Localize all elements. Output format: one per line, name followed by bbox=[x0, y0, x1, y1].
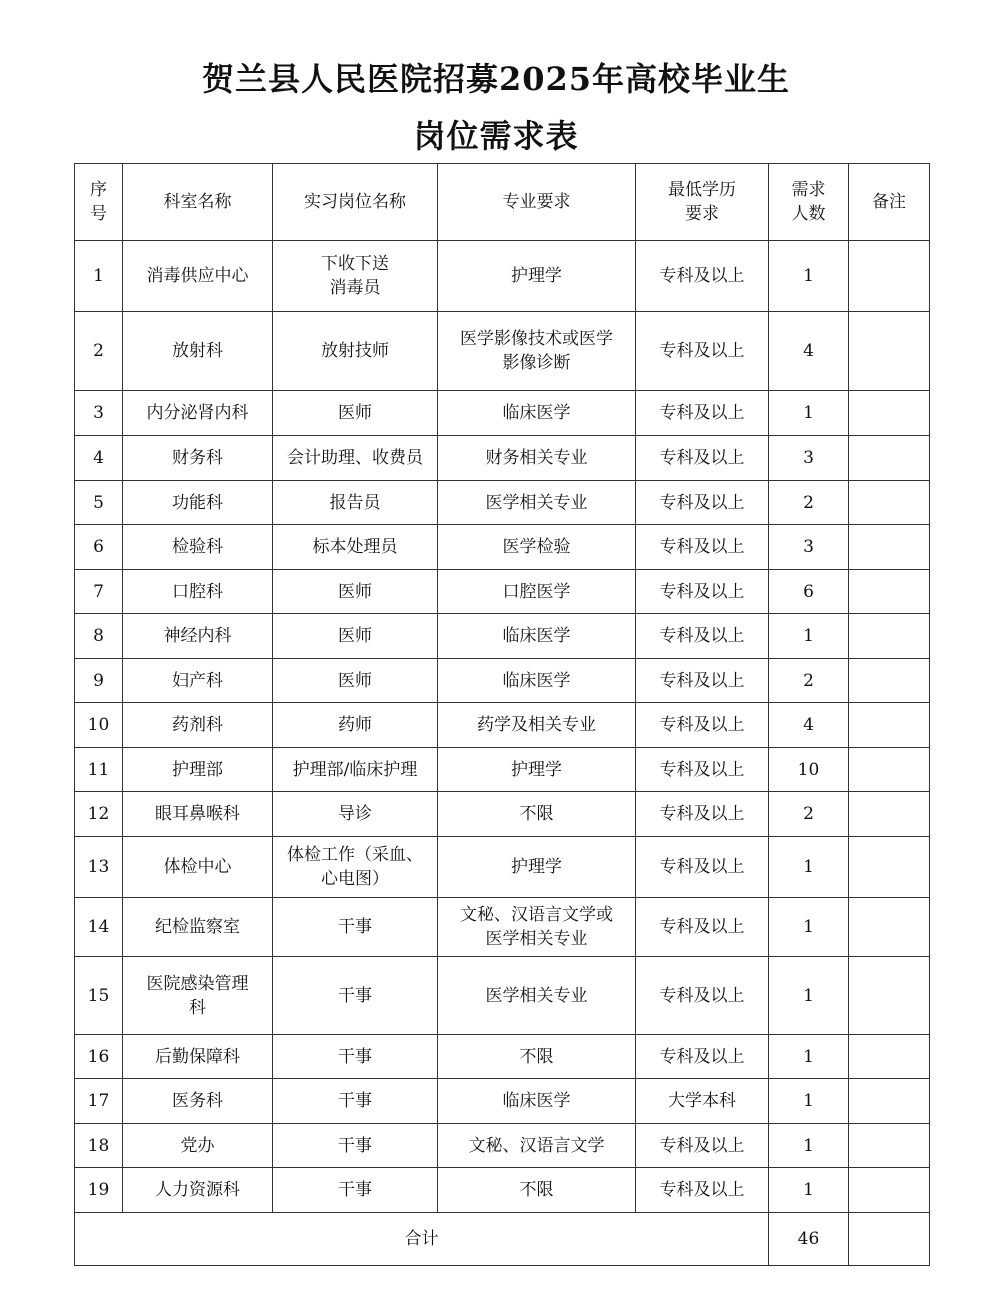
table-row bbox=[75, 837, 930, 898]
cell-major: 药学及相关专业 bbox=[438, 703, 636, 748]
cell-count: 6 bbox=[769, 570, 849, 614]
cell-count: 1 bbox=[769, 837, 849, 898]
cell-count: 2 bbox=[769, 792, 849, 837]
document-title: 贺兰县人民医院招募2025年高校毕业生 bbox=[201, 60, 791, 98]
cell-position: 护理部/临床护理 bbox=[273, 748, 438, 792]
cell-dept: 财务科 bbox=[123, 436, 273, 481]
table-row bbox=[75, 481, 930, 525]
table-row bbox=[75, 1168, 930, 1213]
cell-count: 4 bbox=[769, 703, 849, 748]
cell-count: 1 bbox=[769, 1168, 849, 1213]
header-position: 实习岗位名称 bbox=[273, 164, 438, 241]
cell-edu: 专科及以上 bbox=[636, 792, 769, 837]
cell-count: 1 bbox=[769, 391, 849, 436]
cell-count: 3 bbox=[769, 436, 849, 481]
cell-position: 报告员 bbox=[273, 481, 438, 525]
table-row bbox=[75, 391, 930, 436]
cell-note bbox=[849, 898, 930, 957]
cell-dept: 人力资源科 bbox=[123, 1168, 273, 1213]
cell-no: 2 bbox=[75, 312, 123, 391]
cell-count: 2 bbox=[769, 481, 849, 525]
cell-note bbox=[849, 659, 930, 703]
cell-major: 医学相关专业 bbox=[438, 957, 636, 1035]
cell-major: 文秘、汉语言文学或 医学相关专业 bbox=[438, 898, 636, 957]
cell-edu: 专科及以上 bbox=[636, 837, 769, 898]
cell-major: 口腔医学 bbox=[438, 570, 636, 614]
cell-dept: 纪检监察室 bbox=[123, 898, 273, 957]
header-dept: 科室名称 bbox=[123, 164, 273, 241]
document-subtitle: 岗位需求表 bbox=[413, 117, 579, 155]
cell-count: 3 bbox=[769, 525, 849, 570]
cell-position: 干事 bbox=[273, 1079, 438, 1124]
cell-position: 干事 bbox=[273, 1035, 438, 1079]
cell-no: 16 bbox=[75, 1035, 123, 1079]
cell-position: 医师 bbox=[273, 614, 438, 659]
cell-edu: 专科及以上 bbox=[636, 312, 769, 391]
cell-position: 药师 bbox=[273, 703, 438, 748]
cell-no: 8 bbox=[75, 614, 123, 659]
cell-count: 1 bbox=[769, 614, 849, 659]
cell-note bbox=[849, 312, 930, 391]
table-row bbox=[75, 614, 930, 659]
table-row bbox=[75, 792, 930, 837]
cell-no: 12 bbox=[75, 792, 123, 837]
cell-count: 1 bbox=[769, 241, 849, 312]
table-row bbox=[75, 957, 930, 1035]
table-row bbox=[75, 898, 930, 957]
cell-note bbox=[849, 241, 930, 312]
cell-note bbox=[849, 614, 930, 659]
cell-no: 10 bbox=[75, 703, 123, 748]
total-row bbox=[75, 1213, 930, 1266]
table-row bbox=[75, 312, 930, 391]
cell-major: 不限 bbox=[438, 1035, 636, 1079]
table-row bbox=[75, 1079, 930, 1124]
header-note: 备注 bbox=[849, 164, 930, 241]
cell-position: 干事 bbox=[273, 957, 438, 1035]
cell-no: 14 bbox=[75, 898, 123, 957]
table-row bbox=[75, 703, 930, 748]
table-row bbox=[75, 525, 930, 570]
cell-edu: 专科及以上 bbox=[636, 481, 769, 525]
cell-major: 医学影像技术或医学 影像诊断 bbox=[438, 312, 636, 391]
cell-dept: 眼耳鼻喉科 bbox=[123, 792, 273, 837]
table-row bbox=[75, 436, 930, 481]
cell-count: 1 bbox=[769, 957, 849, 1035]
cell-edu: 专科及以上 bbox=[636, 525, 769, 570]
cell-count: 4 bbox=[769, 312, 849, 391]
cell-major: 医学相关专业 bbox=[438, 481, 636, 525]
table-row bbox=[75, 1124, 930, 1168]
cell-position: 干事 bbox=[273, 898, 438, 957]
cell-major: 临床医学 bbox=[438, 1079, 636, 1124]
cell-dept: 口腔科 bbox=[123, 570, 273, 614]
table-row bbox=[75, 241, 930, 312]
cell-position: 下收下送 消毒员 bbox=[273, 241, 438, 312]
cell-no: 11 bbox=[75, 748, 123, 792]
cell-major: 护理学 bbox=[438, 748, 636, 792]
cell-dept: 神经内科 bbox=[123, 614, 273, 659]
cell-major: 护理学 bbox=[438, 241, 636, 312]
table-header-row bbox=[75, 164, 930, 241]
cell-major: 财务相关专业 bbox=[438, 436, 636, 481]
total-label: 合计 bbox=[75, 1213, 769, 1266]
cell-edu: 专科及以上 bbox=[636, 1035, 769, 1079]
cell-note bbox=[849, 391, 930, 436]
cell-edu: 专科及以上 bbox=[636, 703, 769, 748]
cell-dept: 消毒供应中心 bbox=[123, 241, 273, 312]
table-row bbox=[75, 659, 930, 703]
cell-edu: 专科及以上 bbox=[636, 659, 769, 703]
cell-edu: 专科及以上 bbox=[636, 1168, 769, 1213]
cell-dept: 党办 bbox=[123, 1124, 273, 1168]
cell-dept: 后勤保障科 bbox=[123, 1035, 273, 1079]
cell-note bbox=[849, 703, 930, 748]
cell-edu: 专科及以上 bbox=[636, 614, 769, 659]
cell-no: 6 bbox=[75, 525, 123, 570]
table-row bbox=[75, 748, 930, 792]
cell-position: 干事 bbox=[273, 1168, 438, 1213]
cell-edu: 专科及以上 bbox=[636, 570, 769, 614]
cell-no: 15 bbox=[75, 957, 123, 1035]
cell-dept: 内分泌肾内科 bbox=[123, 391, 273, 436]
cell-dept: 医务科 bbox=[123, 1079, 273, 1124]
cell-note bbox=[849, 570, 930, 614]
position-demand-table bbox=[74, 163, 930, 1266]
cell-note bbox=[849, 792, 930, 837]
cell-count: 1 bbox=[769, 1079, 849, 1124]
cell-position: 医师 bbox=[273, 659, 438, 703]
cell-note bbox=[849, 1168, 930, 1213]
cell-edu: 专科及以上 bbox=[636, 241, 769, 312]
cell-major: 临床医学 bbox=[438, 659, 636, 703]
cell-note bbox=[849, 748, 930, 792]
cell-major: 不限 bbox=[438, 792, 636, 837]
cell-major: 护理学 bbox=[438, 837, 636, 898]
cell-position: 医师 bbox=[273, 570, 438, 614]
cell-major: 临床医学 bbox=[438, 391, 636, 436]
cell-position: 干事 bbox=[273, 1124, 438, 1168]
cell-count: 2 bbox=[769, 659, 849, 703]
total-count: 46 bbox=[769, 1213, 849, 1266]
cell-note bbox=[849, 481, 930, 525]
cell-count: 10 bbox=[769, 748, 849, 792]
cell-edu: 专科及以上 bbox=[636, 748, 769, 792]
cell-major: 不限 bbox=[438, 1168, 636, 1213]
cell-count: 1 bbox=[769, 1035, 849, 1079]
cell-no: 18 bbox=[75, 1124, 123, 1168]
cell-position: 标本处理员 bbox=[273, 525, 438, 570]
cell-no: 9 bbox=[75, 659, 123, 703]
cell-note bbox=[849, 1124, 930, 1168]
cell-edu: 专科及以上 bbox=[636, 898, 769, 957]
cell-edu: 专科及以上 bbox=[636, 1124, 769, 1168]
header-major: 专业要求 bbox=[438, 164, 636, 241]
cell-dept: 医院感染管理 科 bbox=[123, 957, 273, 1035]
table-row bbox=[75, 1035, 930, 1079]
cell-note bbox=[849, 436, 930, 481]
cell-edu: 专科及以上 bbox=[636, 436, 769, 481]
total-note bbox=[849, 1213, 930, 1266]
cell-major: 文秘、汉语言文学 bbox=[438, 1124, 636, 1168]
cell-note bbox=[849, 837, 930, 898]
cell-major: 临床医学 bbox=[438, 614, 636, 659]
table-row bbox=[75, 570, 930, 614]
cell-dept: 检验科 bbox=[123, 525, 273, 570]
cell-dept: 妇产科 bbox=[123, 659, 273, 703]
table-body bbox=[75, 241, 930, 1266]
cell-no: 17 bbox=[75, 1079, 123, 1124]
cell-position: 医师 bbox=[273, 391, 438, 436]
cell-dept: 护理部 bbox=[123, 748, 273, 792]
cell-edu: 专科及以上 bbox=[636, 391, 769, 436]
cell-dept: 药剂科 bbox=[123, 703, 273, 748]
cell-position: 体检工作（采血、 心电图） bbox=[273, 837, 438, 898]
cell-note bbox=[849, 525, 930, 570]
cell-no: 3 bbox=[75, 391, 123, 436]
cell-no: 4 bbox=[75, 436, 123, 481]
header-count: 需求 人数 bbox=[769, 164, 849, 241]
cell-no: 1 bbox=[75, 241, 123, 312]
cell-edu: 专科及以上 bbox=[636, 957, 769, 1035]
cell-count: 1 bbox=[769, 1124, 849, 1168]
header-no: 序 号 bbox=[75, 164, 123, 241]
cell-dept: 放射科 bbox=[123, 312, 273, 391]
cell-edu: 大学本科 bbox=[636, 1079, 769, 1124]
cell-major: 医学检验 bbox=[438, 525, 636, 570]
cell-position: 放射技师 bbox=[273, 312, 438, 391]
cell-no: 19 bbox=[75, 1168, 123, 1213]
cell-position: 会计助理、收费员 bbox=[273, 436, 438, 481]
cell-no: 7 bbox=[75, 570, 123, 614]
cell-dept: 功能科 bbox=[123, 481, 273, 525]
cell-position: 导诊 bbox=[273, 792, 438, 837]
cell-no: 5 bbox=[75, 481, 123, 525]
cell-count: 1 bbox=[769, 898, 849, 957]
header-edu: 最低学历 要求 bbox=[636, 164, 769, 241]
cell-note bbox=[849, 957, 930, 1035]
cell-note bbox=[849, 1079, 930, 1124]
cell-dept: 体检中心 bbox=[123, 837, 273, 898]
cell-note bbox=[849, 1035, 930, 1079]
cell-no: 13 bbox=[75, 837, 123, 898]
